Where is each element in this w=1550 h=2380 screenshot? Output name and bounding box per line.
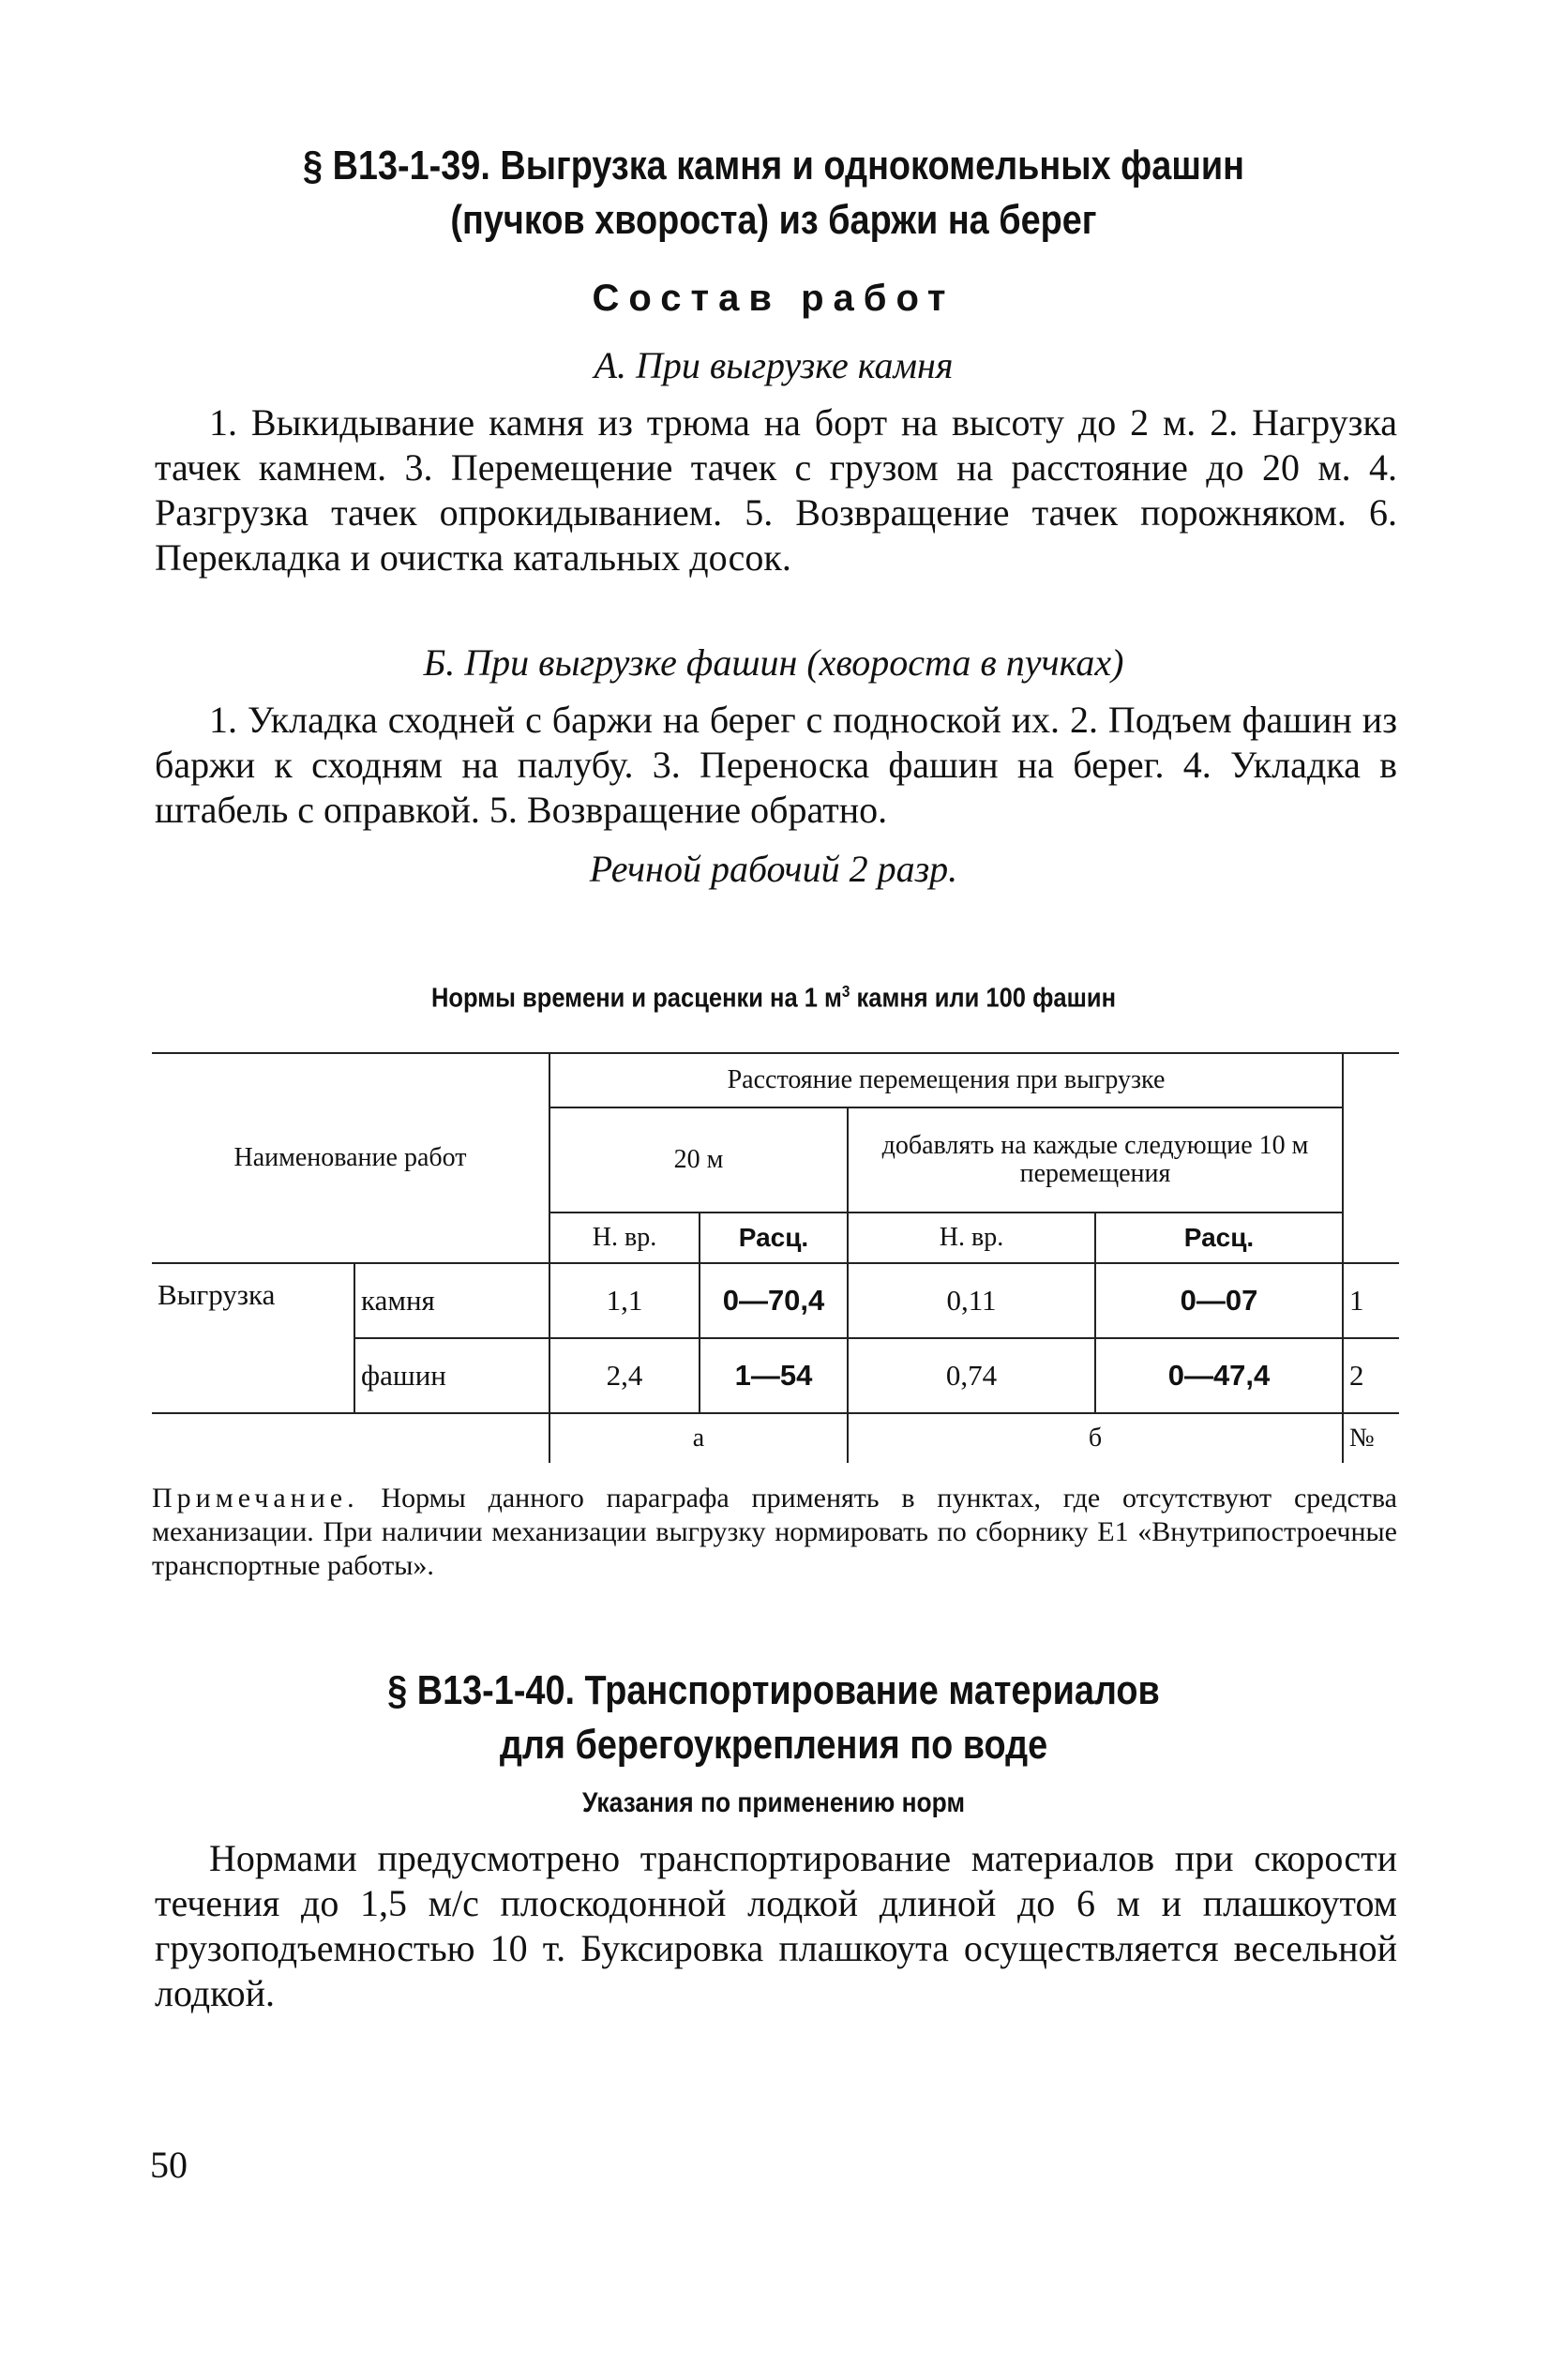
footer-b: б: [848, 1413, 1343, 1463]
section-title-line2: (пучков хвороста) из баржи на берег: [450, 197, 1097, 243]
row-rasc-20: 1—54: [700, 1338, 848, 1413]
header-nvr-add: Н. вр.: [848, 1213, 1095, 1263]
note-lead: Примечание.: [152, 1483, 359, 1514]
worker-grade: Речной рабочий 2 разр.: [589, 848, 958, 890]
table-caption-pre: Нормы времени и расценки на 1 м: [431, 983, 842, 1014]
row-number: 2: [1343, 1338, 1399, 1413]
header-rasc-add: Расц.: [1095, 1213, 1343, 1263]
row-nvr-add: 0,11: [848, 1263, 1095, 1338]
row-number: 1: [1343, 1263, 1399, 1338]
section2-subheading: Указания по применению норм: [582, 1787, 965, 1818]
table-row: [152, 1263, 1399, 1338]
section2-title: [237, 1664, 1310, 1772]
header-add: добавлять на каждые следующие 10 м перемещения: [848, 1107, 1343, 1213]
page-number: 50: [150, 2144, 188, 2186]
row-name: камня: [354, 1263, 549, 1338]
section2-title-line1: § В13-1-40. Транспортирование материалов: [387, 1667, 1160, 1713]
row-nvr-add: 0,74: [848, 1338, 1095, 1413]
note: [152, 1482, 1397, 1583]
row-name: фашин: [354, 1338, 549, 1413]
footer-a: а: [549, 1413, 848, 1463]
header-name: Наименование работ: [152, 1053, 549, 1263]
row-group-label: Выгрузка: [152, 1263, 354, 1413]
subsection-a-heading: А. При выгрузке камня: [594, 344, 954, 386]
section-title: [237, 139, 1310, 248]
header-20m: 20 м: [549, 1107, 848, 1213]
section-title-line1: § В13-1-39. Выгрузка камня и однокомельных фашин: [303, 143, 1244, 188]
row-rasc-add: 0—47,4: [1095, 1338, 1343, 1413]
subsection-b-paragraph: 1. Укладка сходней с баржи на берег с подноской их. 2. Подъем фашин из баржи к сходням на палубу. 3. Переноска фашин на берег. 4. Укладка в штабель с оправкой. 5. Возвращение обратно.: [155, 699, 1397, 831]
row-nvr-20: 1,1: [549, 1263, 700, 1338]
header-blank: [1343, 1053, 1399, 1263]
section2-title-line2: для берегоукрепления по воде: [499, 1722, 1048, 1768]
composition-heading: Состав работ: [592, 278, 956, 319]
footer-blank: [152, 1413, 549, 1463]
section2-paragraph: Нормами предусмотрено транспортирование материалов при скорости течения до 1,5 м/с плоскодонной лодкой длиной до 6 м и плашкоутом грузоподъемностью 10 т. Буксировка плашкоута осуществляется весельной лодкой.: [155, 1837, 1397, 2014]
row-rasc-add: 0—07: [1095, 1263, 1343, 1338]
norms-table: [152, 1052, 1399, 1463]
subsection-a-paragraph: 1. Выкидывание камня из трюма на борт на высоту до 2 м. 2. Нагрузка тачек камнем. 3. Перемещение тачек с грузом на расстояние до 20 м. 4. Разгрузка тачек опрокидыванием. 5. Возвращение тачек порожняком. 6. Перекладка и очистка катальных досок.: [155, 401, 1397, 579]
subsection-b-heading: Б. При выгрузке фашин (хвороста в пучках): [423, 641, 1124, 684]
subsection-b-text: [155, 698, 1397, 833]
table-caption-post: камня или 100 фашин: [850, 983, 1116, 1014]
header-nvr-20: Н. вр.: [549, 1213, 700, 1263]
subsection-a-text: [155, 400, 1397, 580]
footer-no: №: [1343, 1413, 1399, 1463]
table-caption: [225, 982, 1322, 1015]
header-rasc-20: Расц.: [700, 1213, 848, 1263]
note-text: Нормы данного параграфа применять в пунктах, где отсутствуют средства механизации. При наличии механизации выгрузку нормировать по сборнику Е1 «Внутрипостроечные транспортные работы».: [152, 1483, 1397, 1581]
row-rasc-20: 0—70,4: [700, 1263, 848, 1338]
header-distance: Расстояние перемещения при выгрузке: [549, 1053, 1343, 1107]
row-nvr-20: 2,4: [549, 1338, 700, 1413]
table-caption-sup: 3: [841, 982, 850, 1001]
section2-text: [155, 1836, 1397, 2016]
